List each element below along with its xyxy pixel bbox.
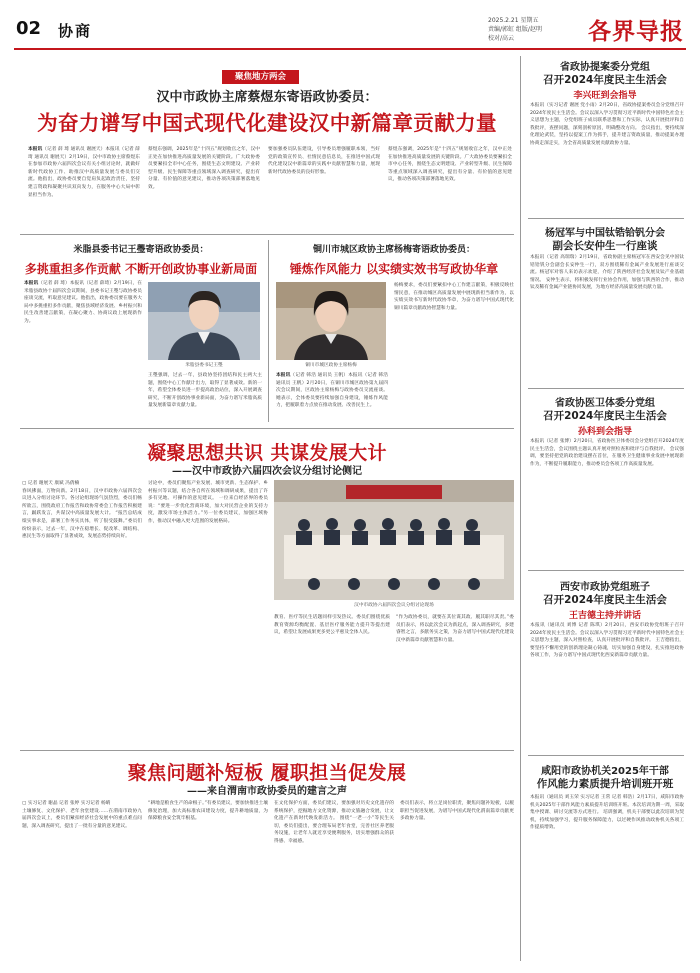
byline-text: 实习记者 谢晶 记者 张婷 实习记者 杨晴: [27, 801, 111, 806]
paragraph: 本报讯（实习记者 谢展 党小雨）2月20日，省政协提案委员会分党组召开2024年度民主生活会。会议以深入学习贯彻习近平新时代中国特色社会主义思想为主题，分党组班子成员联系思想和工作实际，认真开展批评和自我批评，查摆问题，深刻剖析原因，明确整改方向。: [530, 103, 684, 131]
tongchuan-headline: 锤炼作风能力 以实绩实效书写政协华章: [289, 262, 499, 276]
divider: [20, 750, 514, 751]
feature-b-meeting-photo: [274, 480, 514, 600]
feature-a-column-1: [28, 146, 140, 228]
article-headline: 召开2024年度民主生活会: [543, 410, 667, 422]
article-subtitle: 孙科到会指导: [577, 427, 632, 437]
feature-a-byline: [28, 147, 105, 152]
feature-b-byline: ▢ 记者 谢展天 康斌 冯倩楠: [22, 481, 80, 486]
mizhi-column-2: [148, 372, 262, 420]
feature-b-photo-caption: 汉中市政协六届四次会议分组讨论现场: [354, 603, 434, 608]
feature-b-column-3: [274, 614, 390, 742]
paragraph: 本报讯（通讯员 刘博 记者 陈琪）2月20日，西安市政协党组班子召开2024年度民主生活会。会议以深入学习贯彻习近平新时代中国特色社会主义思想为主题，深入对照检查，认真开展批评和自我批评。: [530, 623, 684, 644]
paragraph: 本报讯（通讯员 刘玉荣 实习记者 王常 记者 韩浩）2月17日，咸阳市政协机关2025年干部作风能力素质提升培训班开班。本次培训为期一周，采取集中授课、研讨交流等方式进行。: [530, 795, 684, 816]
feature-a-headline: 为奋力谱写中国式现代化建设汉中新篇章贡献力量: [37, 111, 497, 135]
paragraph: “作为政协委员，就要在其位谋其政、履其职尽其责。”委员们表示，将以此次会议为新起点，深入调查研究，多建睿智之言，多献务实之策，为奋力谱写中国式现代化建设汉中新篇章贡献智慧和力量。: [396, 615, 514, 643]
feature-b-subtitle: ——汉中市政协六届四次会议分组讨论侧记: [172, 466, 362, 477]
paragraph: 教育、医疗等民生话题同样引发热议。委员们围绕优质教育资源均衡配置、基层医疗服务能力提升等提出建议，希望让发展成果更多更公平惠及全体人民。: [274, 615, 390, 636]
feature-c-column-4: [400, 800, 514, 960]
paragraph: 王璺强调，过去一年，县政协坚持团结和民主两大主题，围绕中心工作献计出力，取得了显著成效。新的一年，希望全体委员进一步提高政治站位，深入开展调查研究，不断开创政协事业新局面，为奋力谱写米脂高质量发展新篇章贡献力量。: [148, 373, 262, 409]
divider: [528, 570, 684, 571]
article-body: [530, 438, 684, 564]
tongchuan-column-1: [276, 372, 388, 420]
paragraph: “报告总结成绩实事求是，部署工作务实具体，听了很受鼓舞。”委员们纷纷表示，过去一年，汉中在稳增长、促改革、调结构、惠民生等方面取得了显著成效，发展态势持续向好。: [22, 511, 142, 540]
feature-b-column-1: [22, 480, 142, 742]
article-body: [530, 622, 684, 750]
paragraph: 杨梅要求，委员们要紧扣中心工作建言献策，积极反映社情民意，在推动城区高质量发展中展现新担当新作为，以实绩实效书写新时代政协华章，为奋力谱写中国式现代化铜川篇章贡献政协智慧和力量。: [394, 283, 514, 311]
article-subtitle: 李兴旺到会指导: [573, 91, 637, 101]
paragraph: 要加强委员队伍建设，引导委员增强履职本领，当好党的政策宣传员、社情民意信息员，在推进中国式现代化建设汉中新篇章的实践中贡献智慧和力量，展现新时代政协委员的良好形象。: [268, 147, 380, 175]
feature-c-column-2: [148, 800, 268, 960]
article-body: [530, 794, 684, 958]
mizhi-column-1: [24, 280, 142, 420]
paragraph: 蔡煜东强调，2025年是“十四五”规划收官之年，汉中正处在加快推进高质量发展的关键阶段。广大政协委员要紧扣全市中心任务，围绕生态文明建设、产业转型升级、民生保障等重点领域深入调查研究，提出有分量、有价值的意见建议，推动各项决策部署落地见效。: [148, 147, 260, 190]
tongchuan-photo-caption: 铜川市城区政协主席杨梅: [305, 363, 357, 368]
divider: [528, 388, 684, 389]
paragraph: 本报讯（记者 高瑞瑞）2月19日，省政协副主席杨冠军在西安会见中国钛锆铪钒分会副会长安仲生一行，双方围绕稀有金属产业发展进行座谈交流。杨冠军对客人来访表示欢迎，介绍了陕西经济社会发展及钛产业基础情况。: [530, 255, 684, 283]
feature-a-kicker: 汉中市政协主席蔡煜东寄语政协委员：: [156, 90, 378, 105]
feature-c-column-3: [274, 800, 394, 960]
byline-rest: （记者 韩浩 通讯员 王帆）: [290, 373, 349, 378]
page-number: 02: [16, 18, 42, 39]
paragraph: 本报讯（记者 薛琦）2月19日，在米脂县政协十届四次会议期间，县委书记王璺与政协委员座谈交流，听取意见建议。他指出，政协委员要在服务大局中多挑重担多作贡献，聚焦县域经济发展、乡村振兴和民生改善建言献策，在凝心聚力、协商议政上展现新作为。: [24, 281, 142, 324]
feature-a-column-3: [268, 146, 380, 228]
feature-b-column-4: [396, 614, 514, 742]
byline-label: 本报讯: [28, 147, 43, 152]
paragraph: 一位来自经济界的委员说：“要进一步优化营商环境，加大对民营企业的支持力度，激发市场主体活力。”另一位委员建议，加强区域协作，推动汉中融入更大范围的发展格局。: [148, 496, 268, 524]
article-body: [530, 102, 684, 214]
article-body: [530, 254, 684, 384]
byline-rest: （记者 薛 琦 通讯员 谢展天）: [42, 147, 106, 152]
article-headline: 副会长安仲生一行座谈: [552, 240, 658, 252]
divider: [528, 755, 684, 756]
article-kicker: 省政协提案委分党组: [560, 62, 650, 73]
divider: [268, 240, 269, 422]
masthead: [14, 12, 686, 46]
paragraph: 本报讯（记者 张博）2月20日，省政协医卫体委员会分党组召开2024年度民主生活会，会议围绕主题认真开展对照检查和批评与自我批评。: [530, 439, 684, 452]
paragraph: 围绕“一老一小”等民生关切，委员们提出，要合理布局老年食堂，完善社区养老服务设施，让老年人就近享受便利服务，切实增强群众的获得感、幸福感。: [274, 816, 394, 844]
feature-b-column-2: [148, 480, 268, 742]
divider: [20, 234, 514, 235]
newspaper-logo: 各界导报: [588, 18, 684, 45]
paragraph: 蔡煜东强调，2025年是“十四五”规划收官之年，汉中正处在加快推进高质量发展的关键阶段。广大政协委员要紧扣全市中心任务，围绕生态文明建设、产业转型升级、民生保障等重点领域深入调查研究，提出有分量、有价值的意见建议，推动各项决策部署落地见效。: [388, 147, 512, 183]
feature-a-column-2: [148, 146, 260, 228]
article-kicker: 杨冠军与中国钛锆铪钒分会: [545, 228, 665, 239]
paragraph: 王吉德指出，要坚持不懈用党的创新理论凝心铸魂，切实加强自身建设，扎实推进政协各项工作，为奋力谱写中国式现代化西安新篇章贡献力量。: [530, 638, 684, 659]
article-headline: 召开2024年度民主生活会: [543, 594, 667, 606]
paragraph: 会议指出，要持续深化理论武装，坚持以提案工作为抓手，提升建言资政质量，推动提案办理协商走深走实，为全省高质量发展贡献政协力量。: [530, 125, 684, 146]
article-headline: 作风能力素质提升培训班开班: [536, 778, 674, 790]
issue-info: [488, 16, 542, 43]
feature-c-headline: 聚焦问题补短板 履职担当促发展: [127, 762, 407, 784]
tongchuan-byline: [276, 373, 348, 378]
issue-date: 2025.2.21 星期五: [488, 17, 539, 24]
article-kicker: 西安市政协党组班子: [560, 582, 650, 593]
page-section-name: 协商: [58, 22, 93, 40]
mizhi-headline: 多挑重担多作贡献 不断开创政协事业新局面: [24, 262, 258, 276]
byline-label: 本报讯: [24, 281, 39, 286]
paragraph: 本报讯（记者 韩浩 通讯员 王帆）2月20日，在铜川市城区政协第九届四次会议期间，区政协主席杨梅与政协委员交流座谈。她表示，全体委员要持续加强自身建设，锤炼作风能力，把履职着力点放在推动发展、改善民生上。: [276, 373, 388, 409]
paragraph: 本报讯（记者 薛琦 通讯员 谢展天）2月19日，汉中市政协主席蔡煜东在参加市政协六届四次会议有关小组讨论时，就做好新时代政协工作、助推汉中高质量发展与委员们交流。他指出，政协委员要自觉肩负起政治责任，坚持建言资政和凝聚共识双向发力，在服务中心大局中彰显担当作为。: [28, 147, 140, 198]
section-tag: 聚焦地方两会: [222, 70, 299, 84]
byline-text: 记者 谢展天 康斌 冯倩楠: [27, 481, 80, 486]
paragraph: 安仲生表示，将积极发挥行业协会作用，加强与陕西的合作，推动钛及稀有金属产业链协同发展，为地方经济高质量发展贡献力量。: [530, 277, 684, 291]
portrait-illustration: [148, 282, 260, 360]
paragraph: 讨论中，委员们聚焦产业发展、城市更新、生态保护、乡村振兴等议题，结合各自所在领域和调研成果，提出了许多有见地、可操作的意见建议。: [148, 481, 268, 502]
paragraph: 土壤修复、文化保护、老年食堂建设……在渭南市政协九届四次会议上，委员们紧扣经济社会发展中的重点难点问题，深入调查研究，提出了一批有分量的意见建议。: [22, 808, 142, 829]
tongchuan-kicker: 铜川市城区政协主席杨梅寄语政协委员：: [312, 245, 475, 255]
feature-b-headline: 凝聚思想共识 共谋发展大计: [147, 442, 387, 464]
article-headline: 召开2024年度民主生活会: [543, 74, 667, 86]
paragraph: 委员们表示，将立足岗位职责，聚焦问题补短板，以履职担当促进发展，为谱写中国式现代化渭南篇章贡献更多政协力量。: [400, 801, 514, 822]
divider: [20, 428, 514, 429]
article-kicker: 省政协医卫体委分党组: [555, 398, 655, 409]
meeting-illustration: [274, 480, 514, 600]
byline-label: 本报讯: [276, 373, 291, 378]
header-rule: [14, 48, 686, 50]
paragraph: 在文化保护方面，委员们建议，要加强对历史文化遗存的系统保护，挖掘地方文化资源，推动文旅融合发展，让文化遗产在新时代焕发新活力。: [274, 801, 394, 822]
feature-a-column-4: [388, 146, 512, 228]
tongchuan-column-2: [394, 282, 514, 420]
paragraph: 会议强调，要坚持把党的政治建设摆在首位，在服务卫生健康事业发展中展现新作为，不断提升履职能力，推动委员会各项工作高质量发展。: [530, 446, 684, 467]
feature-c-column-1: [22, 800, 142, 960]
column-divider: [520, 56, 521, 961]
issue-editors: 责编/郭虹 组版/赵明: [488, 26, 542, 33]
portrait-illustration: [276, 282, 386, 360]
paragraph: 培训强调，机关干部要以此次培训为契机，持续加强学习，提升服务保障能力，以过硬作风推动政协机关各项工作提质增效。: [530, 810, 684, 831]
mizhi-photo-caption: 米脂县委书记王璺: [185, 363, 223, 368]
feature-c-byline: ▢ 实习记者 谢晶 记者 张婷 实习记者 杨晴: [22, 801, 111, 806]
mizhi-kicker: 米脂县委书记王璺寄语政协委员：: [73, 245, 209, 255]
paragraph: “耕地是粮食生产的命根子。”有委员建议，要加快推进土壤修复治理，加大高标准农田建设力度，提升耕地质量，为保障粮食安全筑牢根基。: [148, 801, 268, 822]
paragraph: 春风拂面，万物向新。2月18日，汉中市政协六届四次会议进入分组讨论环节。各讨论组现场气氛热烈，委员们畅所欲言，围绕政府工作报告和政协常委会工作报告积极建言，踊跃发言，共谋汉中高质量发展大计。: [22, 488, 142, 517]
feature-c-subtitle: ——来自渭南市政协委员的建言之声: [187, 786, 347, 797]
byline-rest: （记者 薛 琦）: [38, 281, 70, 286]
article-kicker: 咸阳市政协机关2025年干部: [541, 766, 669, 777]
mizhi-portrait-photo: [148, 282, 260, 360]
divider: [528, 218, 684, 219]
tongchuan-portrait-photo: [276, 282, 386, 360]
issue-proof: 校对/高云: [488, 35, 515, 42]
article-subtitle: 王吉德主持并讲话: [568, 611, 641, 621]
mizhi-byline: [24, 281, 70, 286]
